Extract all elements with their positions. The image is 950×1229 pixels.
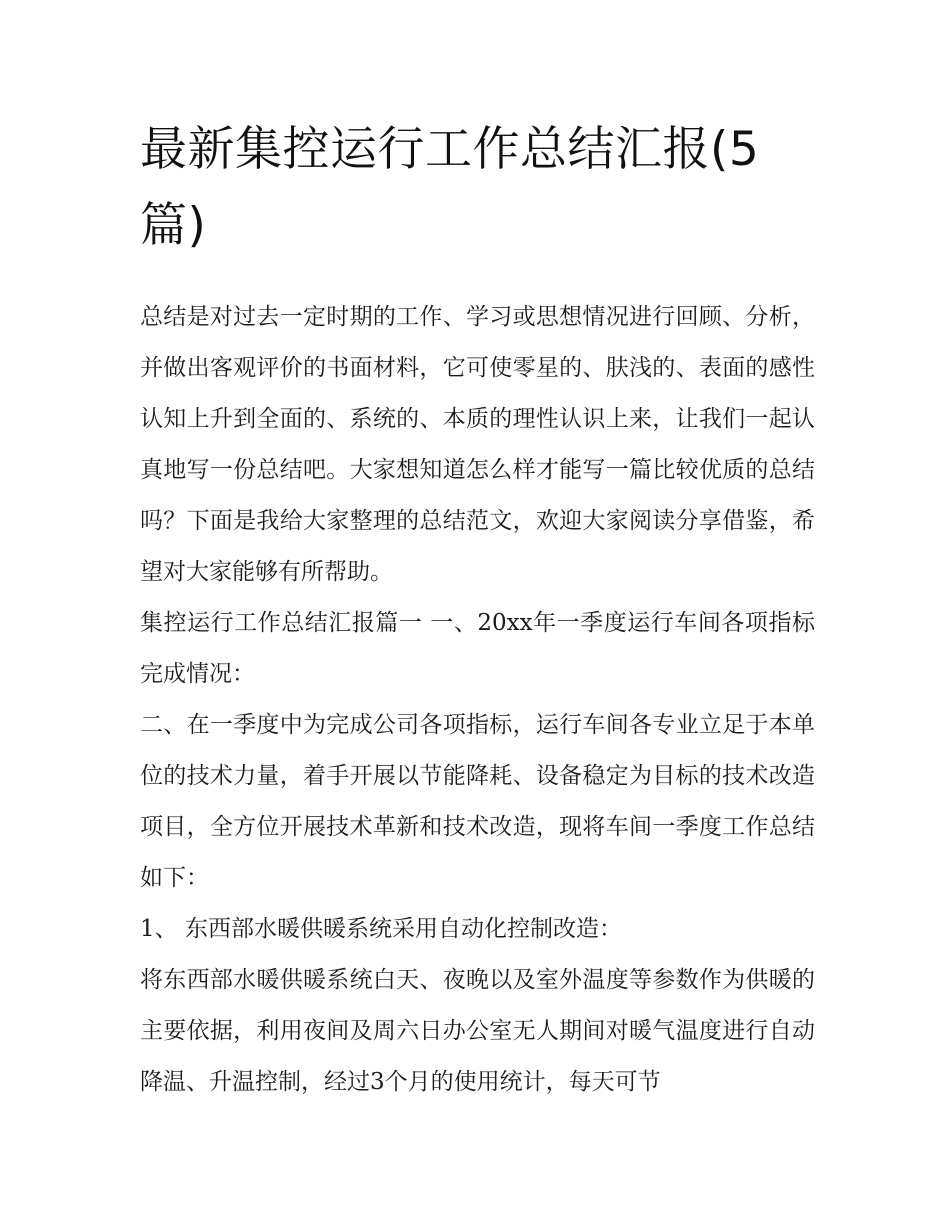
document-title: 最新集控运行工作总结汇报(5篇) bbox=[140, 122, 760, 253]
intro-paragraph: 总结是对过去一定时期的工作、学习或思想情况进行回顾、分析，并做出客观评价的书面材料，它可使零星的、肤浅的、表面的感性认知上升到全面的、系统的、本质的理性认识上来，让我们一起认真地写一份总结吧。大家想知道怎么样才能写一篇比较优质的总结吗？下面是我给大家整理的总结范文，欢迎大家阅读分享借鉴，希望对大家能够有所帮助。 bbox=[140, 304, 815, 585]
document-body bbox=[140, 112, 815, 1108]
item-one-heading: 1、 东西部水暖供暖系统采用自动化控制改造： bbox=[140, 916, 622, 942]
section-two-paragraph: 二、在一季度中为完成公司各项指标，运行车间各专业立足于本单位的技术力量，着手开展以节能降耗、设备稳定为目标的技术改造项目，全方位开展技术革新和技术改造，现将车间一季度工作总结如下： bbox=[140, 712, 815, 891]
item-one-paragraph: 将东西部水暖供暖系统白天、夜晚以及室外温度等参数作为供暖的主要依据，利用夜间及周六日办公室无人期间对暖气温度进行自动降温、升温控制，经过3个月的使用统计，每天可节 bbox=[140, 967, 815, 1095]
section-one-heading: 集控运行工作总结汇报篇一 一、20xx年一季度运行车间各项指标完成情况： bbox=[140, 610, 815, 687]
